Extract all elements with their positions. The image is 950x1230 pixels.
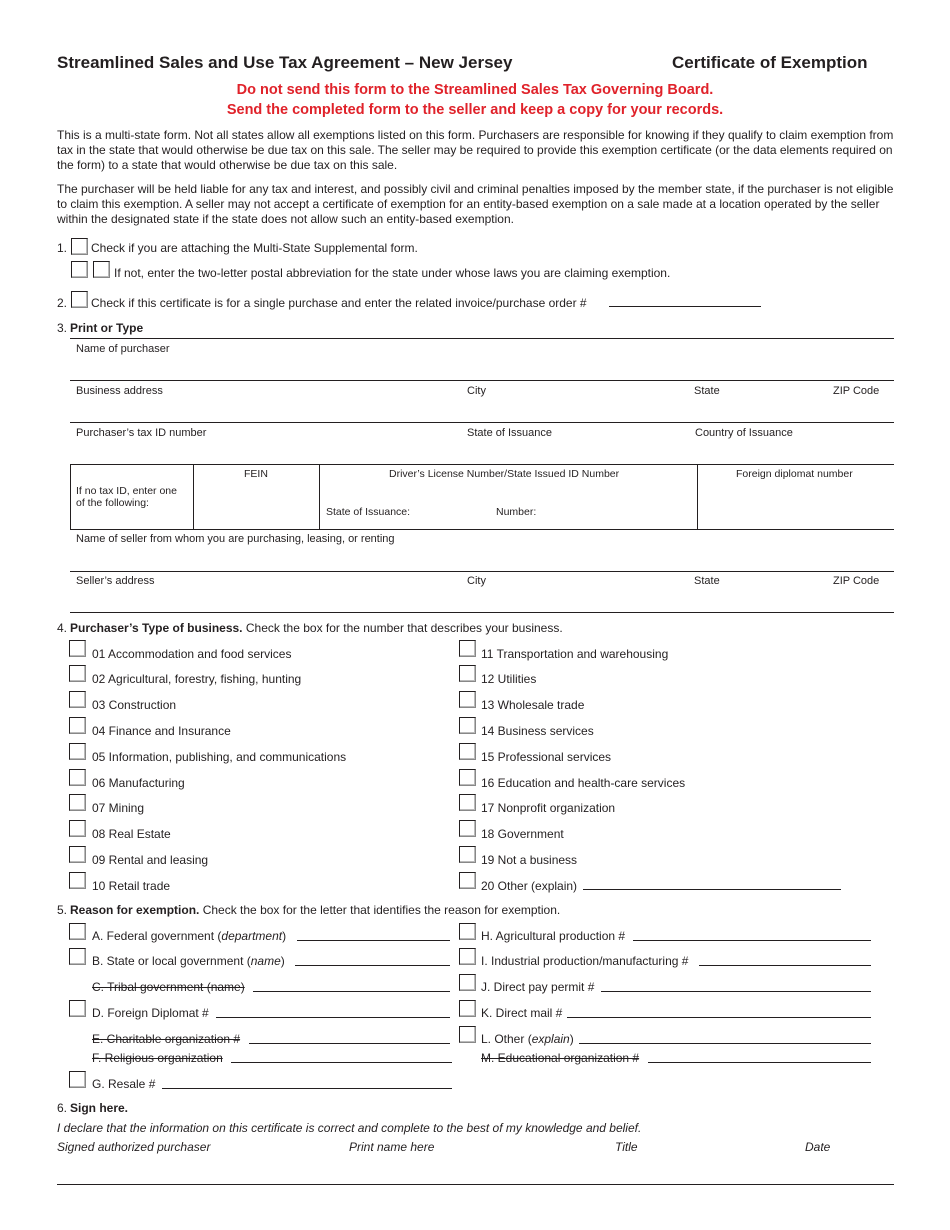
reason-g-field[interactable] [162,1074,452,1088]
reason-j-label: J. Direct pay permit # [481,980,595,994]
business-type-14-label: 14 Business services [481,724,594,738]
section-5-title: Reason for exemption. [70,903,200,917]
reason-k-checkbox[interactable] [459,1000,476,1017]
fein-field[interactable] [198,490,314,504]
business-type-20-checkbox[interactable] [459,872,476,889]
reason-d-field[interactable] [216,1003,450,1017]
reason-j-field[interactable] [601,977,871,991]
reason-g-checkbox[interactable] [69,1071,86,1088]
section-6-title: Sign here. [70,1101,129,1115]
tax-id-label: Purchaser’s tax ID number [76,427,207,439]
reason-i-checkbox[interactable] [459,948,476,965]
business-type-08-label: 08 Real Estate [92,827,171,841]
seller-city-label: City [467,575,486,587]
title-label: Title [615,1140,638,1154]
certificate-title: Certificate of Exemption [672,53,868,72]
reason-i-line [699,965,871,966]
business-type-15-checkbox[interactable] [459,743,476,760]
fein-label: FEIN [244,468,268,480]
drivers-license-label: Driver’s License Number/State Issued ID Number [389,468,620,480]
business-type-01-checkbox[interactable] [69,640,86,657]
business-type-09-label: 09 Rental and leasing [92,853,209,867]
no-tax-id-label-1: If no tax ID, enter one [76,485,177,497]
business-type-05-label: 05 Information, publishing, and communications [92,750,347,764]
invoice-number-field[interactable] [609,292,761,306]
business-type-17-checkbox[interactable] [459,794,476,811]
business-address-label: Business address [76,385,163,397]
reason-c-line [253,991,450,992]
purchaser-name-label: Name of purchaser [76,343,170,355]
business-type-20-label: 20 Other (explain) [481,879,578,893]
business-type-17-label: 17 Nonprofit organization [481,801,616,815]
purchaser-name-field[interactable] [76,358,886,372]
tax-id-field[interactable] [76,442,886,456]
section-6-number: 6. [57,1101,68,1115]
business-type-03-checkbox[interactable] [69,691,86,708]
business-type-14-checkbox[interactable] [459,717,476,734]
intro-paragraph-2: The purchaser will be held liable for any tax and interest, and possibly civil and criminal penalties imposed by the member state, if the purchaser is not eligible to claim this exemption. A seller may not accept a certificate of exemption for an entity-based exemption on a sale made at a location operated by the seller within the designated state if the state does not allow such an entity-based exemption. [57,182,894,226]
intro-paragraph-1: This is a multi-state form. Not all states allow all exemptions listed on this form. Purchasers are responsible for knowing if they qualify to claim exemption from tax in the state that would otherwise be due tax on this sale. The seller may be required to provide this exemption certificate (or the data elements required on the form) to a state that would otherwise be due tax on this sale. [57,128,894,172]
state-abbrev-label: If not, enter the two-letter postal abbreviation for the state under whose laws you are claiming exemption. [114,266,671,280]
invoice-number-line [609,306,761,307]
reason-h-line [633,940,871,941]
state-abbrev-letter-1[interactable] [71,261,88,278]
reason-a-line [297,940,450,941]
reason-a-label: A. Federal government (department) [92,929,287,943]
business-type-06-label: 06 Manufacturing [92,776,185,790]
section-4-number: 4. [57,621,68,635]
reason-f-label-struck: F. Religious organization [92,1051,223,1065]
reason-g-line [162,1088,452,1089]
business-type-19-checkbox[interactable] [459,846,476,863]
business-type-10-checkbox[interactable] [69,872,86,889]
dl-number-label: Number: [496,506,537,518]
reason-e-line [249,1043,450,1044]
signature-label: Signed authorized purchaser [57,1140,211,1154]
reason-j-checkbox[interactable] [459,974,476,991]
business-type-02-checkbox[interactable] [69,665,86,682]
grid-divider-1 [193,464,194,529]
grid-divider-3 [697,464,698,529]
no-tax-id-label-2: of the following: [76,497,149,509]
reason-k-field[interactable] [567,1003,871,1017]
rule-after-grid [70,529,894,530]
reason-b-checkbox[interactable] [69,948,86,965]
business-type-10-label: 10 Retail trade [92,879,171,893]
section-4-heading [70,621,563,635]
business-type-18-label: 18 Government [481,827,564,841]
signature-field[interactable] [57,1162,337,1176]
reason-h-label: H. Agricultural production # [481,929,626,943]
seller-address-field[interactable] [76,590,886,604]
rule-after-seller-name [70,571,894,572]
section-4-title: Purchaser’s Type of business. [70,621,243,635]
section-2-number: 2. [57,296,68,310]
reason-i-field[interactable] [699,951,871,965]
reason-d-checkbox[interactable] [69,1000,86,1017]
single-purchase-label: Check if this certificate is for a single purchase and enter the related invoice/purchase order # [91,296,587,310]
business-type-11-label: 11 Transportation and warehousing [481,647,669,661]
reason-j-line [601,991,871,992]
dl-state-field[interactable] [415,505,490,519]
section-5-heading [70,903,560,917]
single-purchase-checkbox[interactable] [71,291,88,308]
business-type-04-checkbox[interactable] [69,717,86,734]
reason-a-checkbox[interactable] [69,923,86,940]
business-type-08-checkbox[interactable] [69,820,86,837]
reason-f-line [231,1062,452,1063]
business-type-13-label: 13 Wholesale trade [481,698,585,712]
reason-k-line [567,1017,871,1018]
business-address-field[interactable] [76,400,886,414]
section-4-instruction: Check the box for the number that describes your business. [245,621,563,635]
state-abbrev-letter-2[interactable] [93,261,110,278]
seller-address-label: Seller’s address [76,575,155,587]
business-type-03-label: 03 Construction [92,698,177,712]
grid-divider-2 [319,464,320,529]
reason-b-field[interactable] [295,951,450,965]
reason-h-checkbox[interactable] [459,923,476,940]
reason-l-label: L. Other (explain) [481,1032,574,1046]
business-type-07-checkbox[interactable] [69,794,86,811]
reason-h-field[interactable] [633,926,871,940]
reason-l-field[interactable] [579,1029,871,1043]
tax-id-state-label: State of Issuance [467,427,552,439]
reason-e-label-struck: E. Charitable organization # [92,1032,241,1046]
print-name-label: Print name here [349,1140,435,1154]
reason-m-line [648,1062,871,1063]
foreign-diplomat-field[interactable] [702,490,888,504]
seller-name-label: Name of seller from whom you are purchasing, leasing, or renting [76,533,395,545]
section-3-top-rule [70,338,894,339]
declaration-text: I declare that the information on this certificate is correct and complete to the best of my knowledge and belief. [57,1121,642,1135]
business-type-12-label: 12 Utilities [481,672,537,686]
reason-l-checkbox[interactable] [459,1026,476,1043]
warning-line-1: Do not send this form to the Streamlined Sales Tax Governing Board. [236,82,714,98]
business-city-label: City [467,385,486,397]
business-type-04-label: 04 Finance and Insurance [92,724,231,738]
section-1-number: 1. [57,241,68,255]
title-field[interactable] [615,1162,795,1176]
reason-m-label-struck: M. Educational organization # [481,1051,640,1065]
grid-left-border [70,464,71,529]
seller-name-field[interactable] [76,549,886,563]
section-5-number: 5. [57,903,68,917]
form-title: Streamlined Sales and Use Tax Agreement – New Jersey [57,53,513,72]
warning-line-2: Send the completed form to the seller and keep a copy for your records. [226,102,724,118]
business-type-16-checkbox[interactable] [459,769,476,786]
reason-i-label: I. Industrial production/manufacturing # [481,954,689,968]
reason-l-line [579,1043,871,1044]
business-type-20-explain-field[interactable] [583,875,841,889]
section-3-title: Print or Type [70,321,144,335]
business-type-15-label: 15 Professional services [481,750,612,764]
business-type-20-explain-line [583,889,841,890]
rule-after-seller-address [70,612,894,613]
business-type-07-label: 07 Mining [92,801,145,815]
dl-number-field[interactable] [540,505,690,519]
business-type-05-checkbox[interactable] [69,743,86,760]
business-type-19-label: 19 Not a business [481,853,578,867]
reason-b-line [295,965,450,966]
rule-after-name [70,380,894,381]
business-state-label: State [694,385,720,397]
seller-zip-label: ZIP Code [833,575,880,587]
reason-k-label: K. Direct mail # [481,1006,563,1020]
reason-d-line [216,1017,450,1018]
tax-id-country-label: Country of Issuance [695,427,793,439]
dl-state-label: State of Issuance: [326,506,411,518]
reason-g-label: G. Resale # [92,1077,156,1091]
seller-state-label: State [694,575,720,587]
business-type-12-checkbox[interactable] [459,665,476,682]
reason-d-label: D. Foreign Diplomat # [92,1006,209,1020]
business-type-01-label: 01 Accommodation and food services [92,647,292,661]
rule-after-address [70,422,894,423]
foreign-diplomat-label: Foreign diplomat number [736,468,853,480]
business-zip-label: ZIP Code [833,385,880,397]
business-type-13-checkbox[interactable] [459,691,476,708]
date-label: Date [805,1140,831,1154]
business-type-11-checkbox[interactable] [459,640,476,657]
section-5-instruction: Check the box for the letter that identifies the reason for exemption. [202,903,561,917]
supplemental-form-checkbox[interactable] [71,238,88,255]
business-type-02-label: 02 Agricultural, forestry, fishing, hunting [92,672,302,686]
business-type-16-label: 16 Education and health-care services [481,776,686,790]
reason-a-field[interactable] [297,926,450,940]
signature-rule [57,1184,894,1185]
reason-b-label: B. State or local government (name) [92,954,285,968]
section-3-number: 3. [57,321,68,335]
business-type-18-checkbox[interactable] [459,820,476,837]
reason-c-label-struck: C. Tribal government (name) [92,980,245,994]
supplemental-form-label: Check if you are attaching the Multi-State Supplemental form. [91,241,418,255]
print-name-field[interactable] [349,1162,604,1176]
business-type-06-checkbox[interactable] [69,769,86,786]
date-field[interactable] [805,1162,893,1176]
business-type-09-checkbox[interactable] [69,846,86,863]
